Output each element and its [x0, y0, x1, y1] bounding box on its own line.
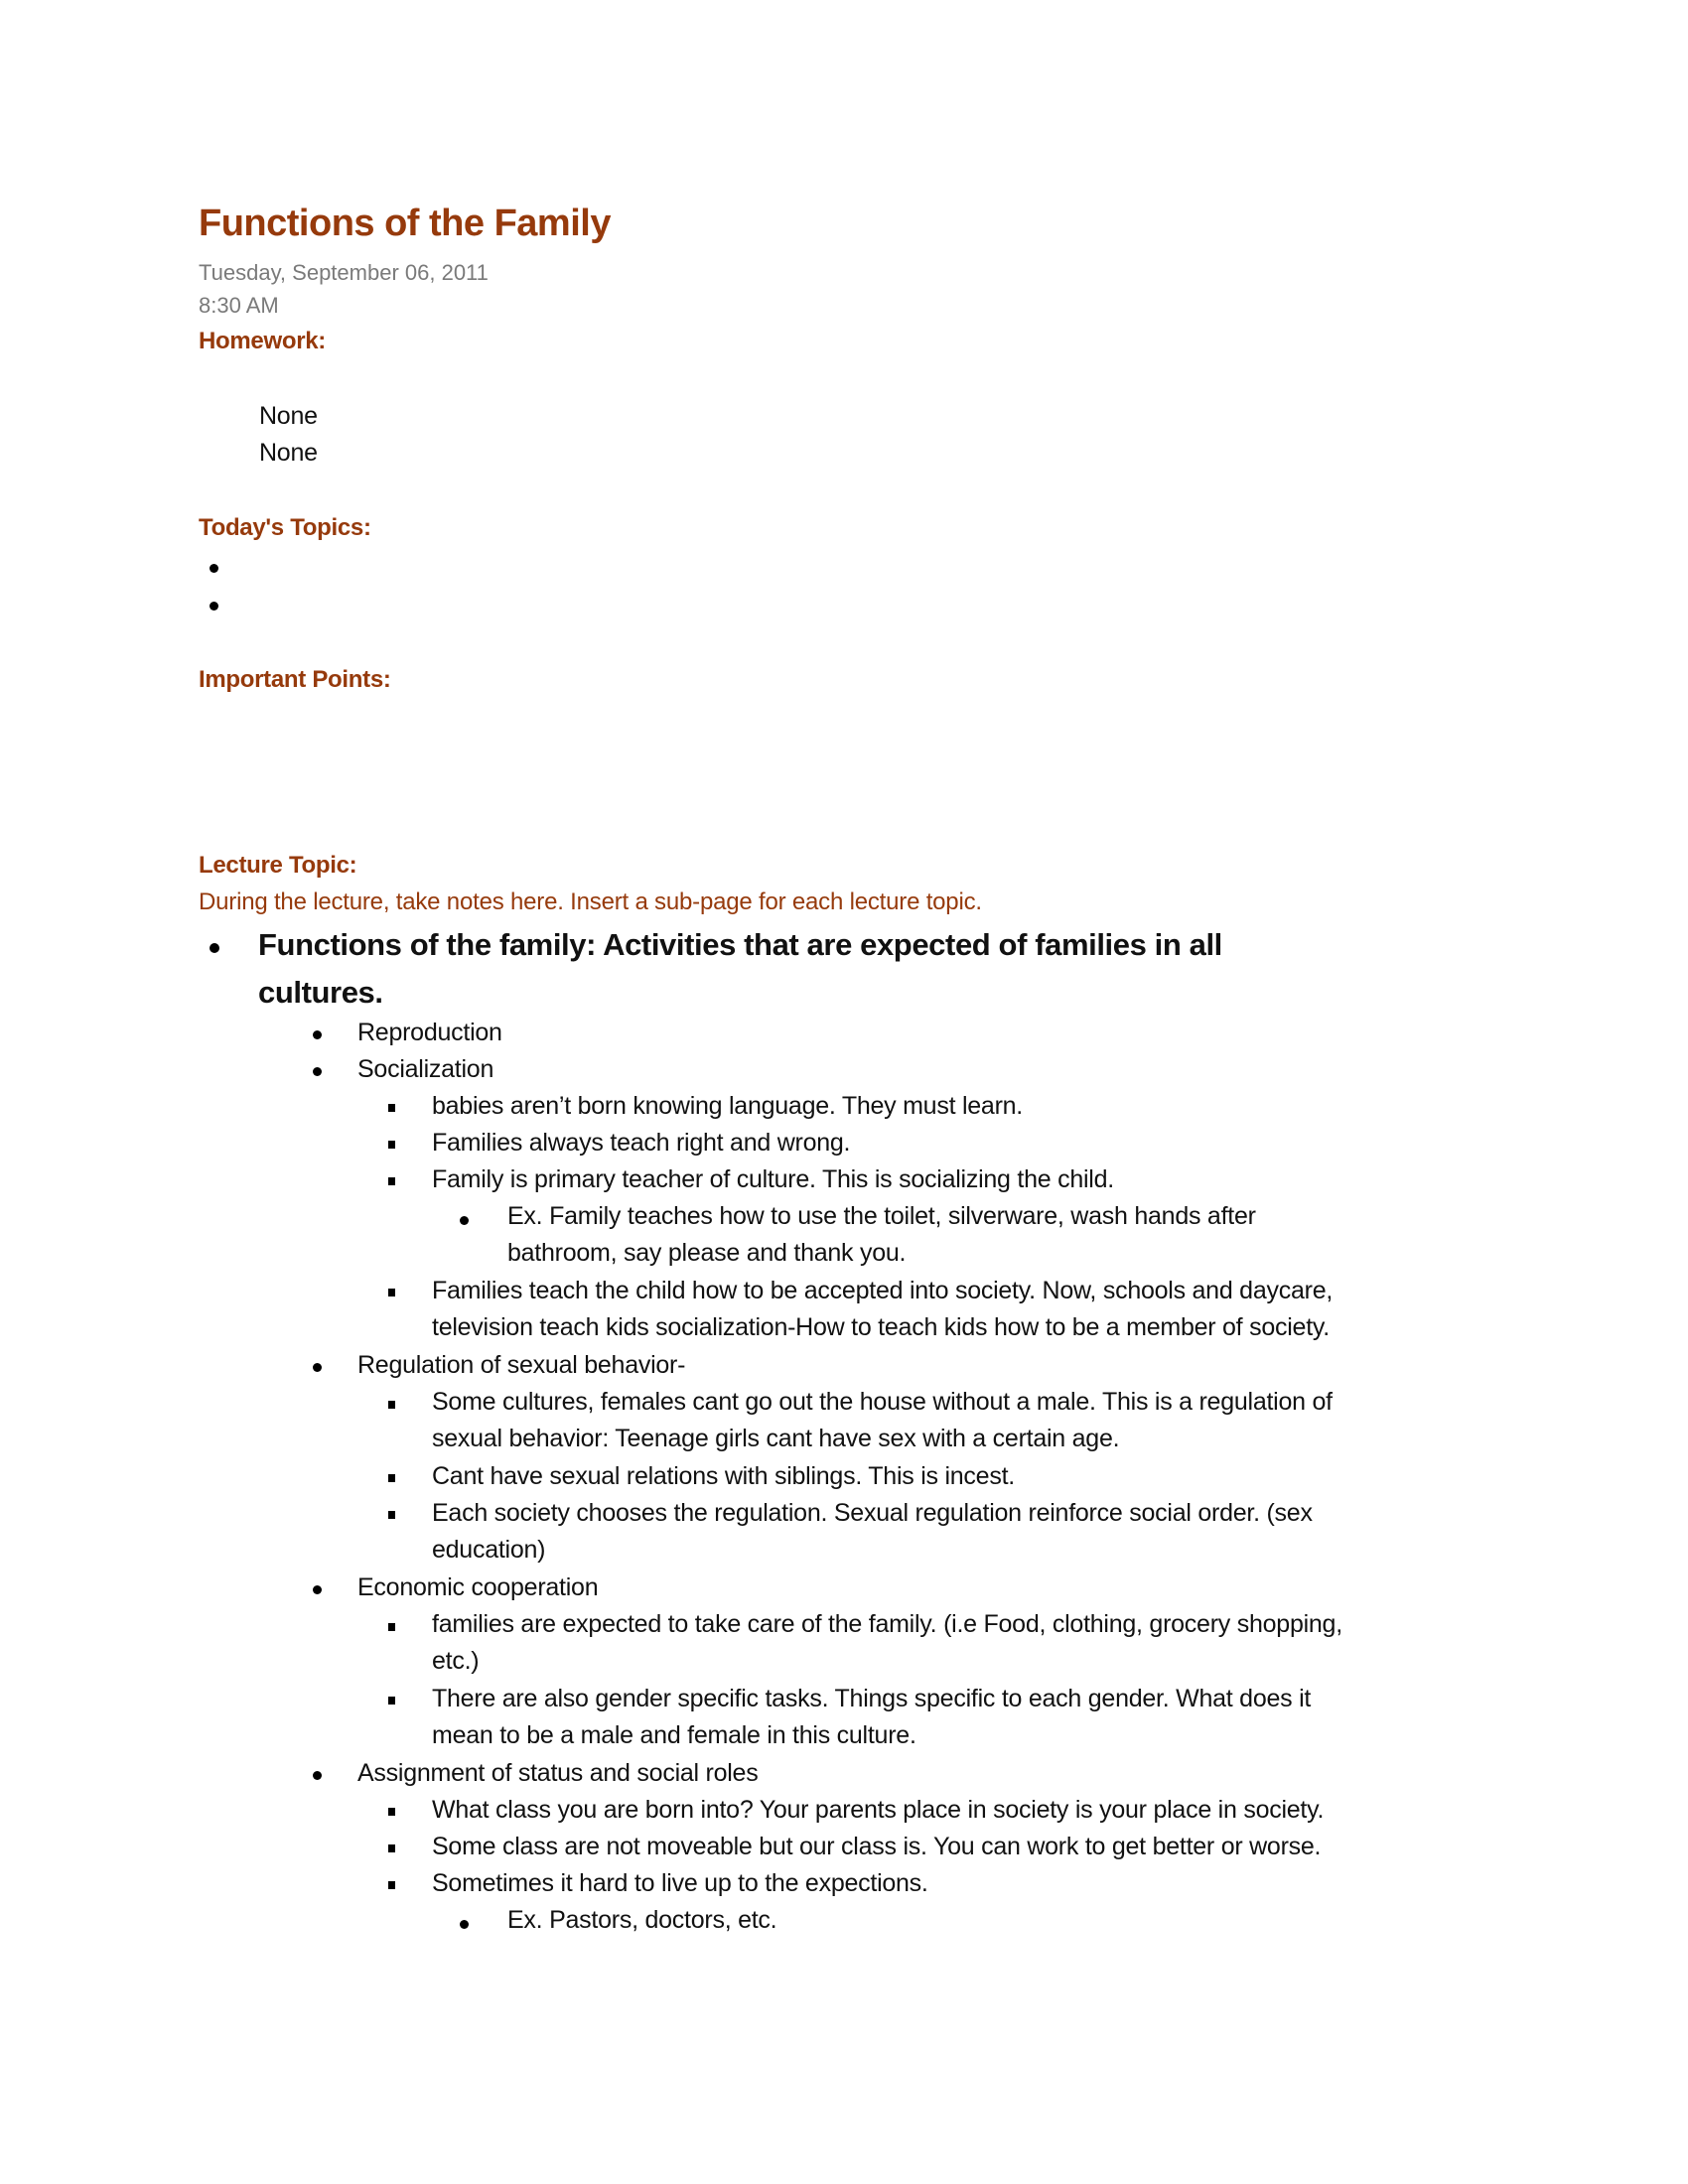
topics-heading: Today's Topics:: [199, 514, 371, 541]
example-line: Ex. Family teaches how to use the toilet, silverware, wash hands after: [507, 1202, 1256, 1230]
note-line: sexual behavior: Teenage girls cant have sex with a certain age.: [432, 1425, 1120, 1452]
lecture-main-point-cont: cultures.: [258, 975, 383, 1010]
bullet-icon: [210, 943, 219, 953]
page-title: Functions of the Family: [199, 203, 611, 244]
note-line: Families always teach right and wrong.: [432, 1129, 851, 1157]
bullet-icon: [313, 1771, 322, 1780]
note-line: Some cultures, females cant go out the house without a male. This is a regulation of: [432, 1388, 1333, 1416]
square-bullet-icon: [388, 1401, 395, 1409]
square-bullet-icon: [388, 1104, 395, 1112]
note-line: families are expected to take care of the family. (i.e Food, clothing, grocery shopping,: [432, 1610, 1342, 1638]
square-bullet-icon: [388, 1141, 395, 1149]
note-line: There are also gender specific tasks. Things specific to each gender. What does it: [432, 1685, 1312, 1712]
lecture-instruction: During the lecture, take notes here. Insert a sub-page for each lecture topic.: [199, 888, 982, 915]
function-label: Socialization: [357, 1055, 494, 1083]
page-date: Tuesday, September 06, 2011: [199, 260, 489, 285]
function-label: Assignment of status and social roles: [357, 1759, 759, 1787]
function-label: Reproduction: [357, 1019, 502, 1046]
bullet-icon: [313, 1585, 322, 1594]
bullet-icon: [313, 1030, 322, 1039]
note-line: babies aren’t born knowing language. They must learn.: [432, 1092, 1024, 1120]
square-bullet-icon: [388, 1177, 395, 1185]
note-line: Families teach the child how to be accepted into society. Now, schools and daycare,: [432, 1277, 1334, 1304]
square-bullet-icon: [388, 1511, 395, 1519]
example-line: bathroom, say please and thank you.: [507, 1239, 907, 1267]
bullet-icon: [460, 1216, 469, 1225]
square-bullet-icon: [388, 1623, 395, 1631]
square-bullet-icon: [388, 1808, 395, 1816]
note-line: etc.): [432, 1647, 480, 1675]
homework-item: None: [259, 402, 318, 430]
bullet-icon: [210, 602, 218, 611]
square-bullet-icon: [388, 1474, 395, 1482]
note-line: mean to be a male and female in this culture.: [432, 1721, 916, 1749]
example-line: Ex. Pastors, doctors, etc.: [507, 1906, 777, 1934]
homework-item: None: [259, 439, 318, 467]
bullet-icon: [313, 1363, 322, 1372]
function-label: Regulation of sexual behavior-: [357, 1351, 686, 1379]
note-line: Cant have sexual relations with siblings. This is incest.: [432, 1462, 1015, 1490]
square-bullet-icon: [388, 1289, 395, 1297]
note-line: Each society chooses the regulation. Sexual regulation reinforce social order. (sex: [432, 1499, 1313, 1527]
square-bullet-icon: [388, 1881, 395, 1889]
note-line: What class you are born into? Your parents place in society is your place in society.: [432, 1796, 1325, 1824]
page-time: 8:30 AM: [199, 293, 279, 318]
note-line: television teach kids socialization-How to teach kids how to be a member of society.: [432, 1313, 1330, 1341]
bullet-icon: [313, 1067, 322, 1076]
square-bullet-icon: [388, 1697, 395, 1705]
note-line: Some class are not moveable but our class is. You can work to get better or worse.: [432, 1833, 1322, 1860]
lecture-main-point: Functions of the family: Activities that are expected of families in all: [258, 927, 1222, 962]
important-points-heading: Important Points:: [199, 666, 391, 693]
square-bullet-icon: [388, 1844, 395, 1852]
note-line: Sometimes it hard to live up to the expections.: [432, 1869, 928, 1897]
homework-heading: Homework:: [199, 328, 326, 354]
bullet-icon: [460, 1920, 469, 1929]
note-line: Family is primary teacher of culture. This is socializing the child.: [432, 1165, 1114, 1193]
bullet-icon: [210, 564, 218, 573]
note-line: education): [432, 1536, 546, 1564]
lecture-topic-heading: Lecture Topic:: [199, 852, 357, 879]
function-label: Economic cooperation: [357, 1573, 599, 1601]
